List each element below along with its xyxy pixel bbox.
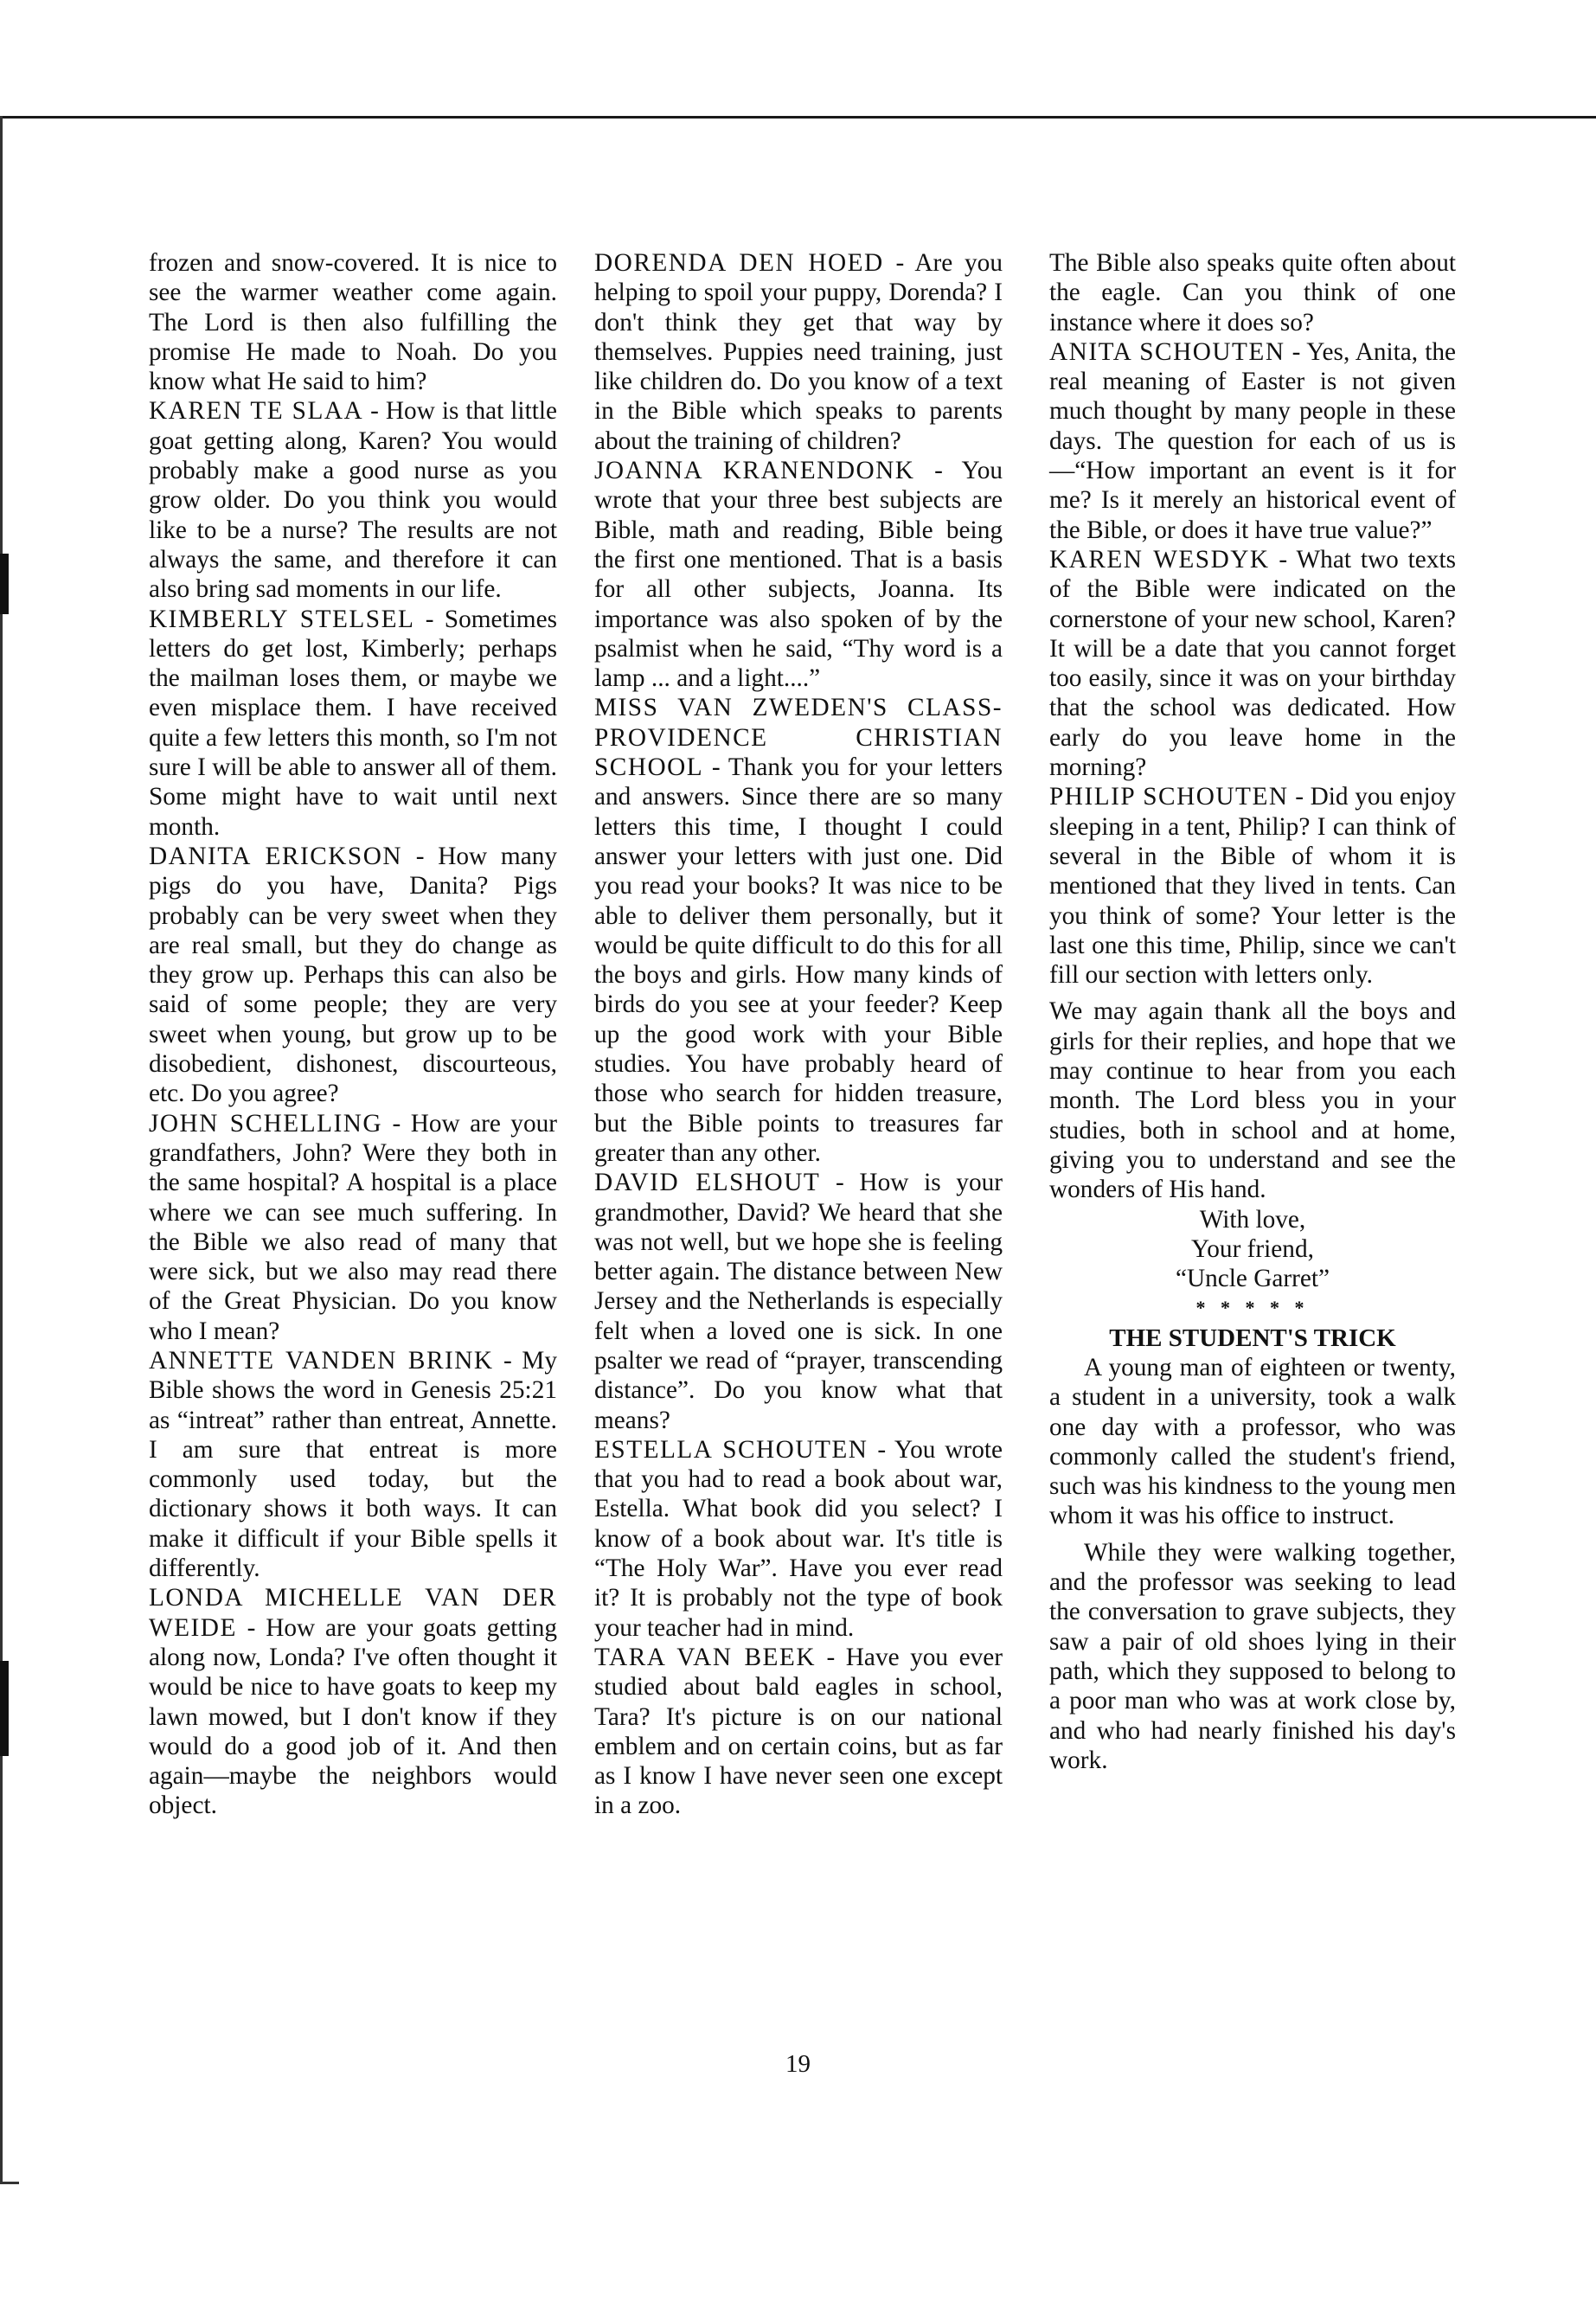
correspondent-name: JOANNA KRANENDONK — [594, 457, 915, 485]
letter-reply — [149, 1109, 557, 1346]
reply-text: - How is your grandmother, David? We heard that she was not well, but we hope she is feeling better again. The distance between New Jersey and the Netherlands is especially felt when a loved one is sick. In one psalter we read of “prayer, transcending distance”. Do you know what that means? — [594, 1169, 1003, 1434]
column-left — [149, 248, 557, 1821]
column-right — [1049, 248, 1456, 1775]
reply-text: - My Bible shows the word in Genesis 25:21 as “intreat” rather than entreat, Annette. I am sure that entreat is more commonly used today, but the dictionary shows it both ways. It can make it difficult if your Bible spells it differently. — [149, 1346, 557, 1583]
correspondent-name: DORENDA DEN HOED — [594, 249, 884, 277]
correspondent-name: KAREN TE SLAA — [149, 397, 364, 426]
correspondent-name: DAVID ELSHOUT — [594, 1169, 821, 1197]
correspondent-name: LONDA MICHELLE VAN DER WEIDE — [149, 1584, 557, 1642]
letter-reply — [594, 248, 1003, 456]
story-paragraph: While they were walking together, and the professor was seeking to lead the conversation to grave subjects, they saw a pair of old shoes lying in their path, which they supposed to belong to a poor man who was at work close by, and who had nearly finished his day's work. — [1049, 1538, 1456, 1774]
correspondent-name: JOHN SCHELLING — [149, 1109, 383, 1138]
correspondent-name: ESTELLA SCHOUTEN — [594, 1435, 869, 1464]
reply-text: - What two texts of the Bible were indicated on the cornerstone of your new school, Karen? It will be a date that you cannot forget too easily, since it was on your birthday that the school was dedicated. How early do you leave home in the morning? — [1049, 545, 1456, 782]
letter-reply — [1049, 782, 1456, 990]
letter-reply — [594, 456, 1003, 693]
correspondent-name: KIMBERLY STELSEL — [149, 605, 415, 633]
continued-text — [1049, 248, 1456, 337]
reply-text: - How are your grandfathers, John? Were they both in the same hospital? A hospital is a place where we can see much suffering. In the Bible we also read of many that were sick, but we also may read there of the Great Physician. Do you know who I mean? — [149, 1109, 557, 1345]
reply-text: - How are your goats getting along now, Londa? I've often thought it would be nice to have goats to keep my lawn mowed, but I don't know if they would do a good job of it. And then again—maybe the neighbors would object. — [149, 1613, 557, 1820]
story-paragraph: A young man of eighteen or twenty, a student in a university, took a walk one day with a professor, who was commonly called the student's friend, such was his kindness to the young men whom it was his office to instruct. — [1049, 1353, 1456, 1530]
correspondent-name: DANITA ERICKSON — [149, 842, 403, 870]
letter-reply — [594, 1435, 1003, 1643]
reply-text: - How many pigs do you have, Danita? Pigs probably can be very sweet when they are real small, but they do change as they grow up. Perhaps this can also be said of some people; they are very sweet when young, but grow up to be disobedient, dishonest, discourteous, etc. Do you agree? — [149, 842, 557, 1108]
page-number: 19 — [785, 2050, 811, 2078]
reply-text: frozen and snow-covered. It is nice to see the warmer weather come again. The Lord is then also fulfilling the promise He made to Noah. Do you know what He said to him? — [149, 249, 557, 396]
closing-friend: Your friend, — [1191, 1234, 1314, 1263]
correspondent-name: MISS VAN ZWEDEN'S CLASS-PROVIDENCE CHRISTIAN SCHOOL — [594, 694, 1003, 782]
bottom-page-edge — [0, 2182, 19, 2184]
letter-reply — [149, 842, 557, 1109]
letter-reply — [594, 1643, 1003, 1821]
closing-signature: “Uncle Garret” — [1175, 1265, 1330, 1293]
reply-text: - Yes, Anita, the real meaning of Easter is not given much thought by many people in these days. The question for each of us is—“How important an event is it for me? Is it merely an historical event of the Bible, or does it have true value?” — [1049, 337, 1456, 544]
binding-mark — [0, 1661, 9, 1756]
letter-reply — [149, 1583, 557, 1820]
correspondent-name: TARA VAN BEEK — [594, 1643, 816, 1671]
reply-text: - Are you helping to spoil your puppy, Dorenda? I don't think they get that way by themselves. Puppies need training, just like children do. Do you know of a text in the Bible which speaks to parents about the training of children? — [594, 249, 1003, 455]
reply-text: - How is that little goat getting along, Karen? You would probably make a good nurse as you grow older. Do you think you would like to be a nurse? The results are not always the same, and therefore it can also bring sad moments in our life. — [149, 397, 557, 604]
story-title: THE STUDENT'S TRICK — [1109, 1324, 1396, 1352]
correspondent-name: ANNETTE VANDEN BRINK — [149, 1346, 494, 1375]
column-right-letters — [1049, 248, 1456, 990]
letter-reply — [149, 396, 557, 604]
reply-text: - You wrote that your three best subjects are Bible, math and reading, Bible being the first one mentioned. That is a basis for all other subjects, Joanna. Its importance was also spoken of by the psalmist when he said, “Thy word is a lamp ... and a light....” — [594, 457, 1003, 693]
section-divider-stars: * * * * * — [1195, 1297, 1310, 1319]
column-middle — [594, 248, 1003, 1821]
correspondent-name: KAREN WESDYK — [1049, 545, 1270, 574]
closing-paragraph: We may again thank all the boys and girls for their replies, and hope that we may continue to hear from you each month. The Lord bless you in your studies, both in school and at home, giving you to understand and see the wonders of His hand. — [1049, 997, 1456, 1204]
reply-text: - Thank you for your letters and answers. Since there are so many letters this time, I thought I could answer your letters with just one. Did you read your books? It was nice to be able to deliver them personally, but it would be quite difficult to do this for all the boys and girls. How many kinds of birds do you see at your feeder? Keep up the good work with your Bible studies. You have probably heard of those who search for hidden treasure, but the Bible points to treasures far greater than any other. — [594, 753, 1003, 1167]
letter-reply — [594, 693, 1003, 1168]
reply-text: - You wrote that you had to read a book about war, Estella. What book did you select? I know of a book about war. It's title is “The Holy War”. Have you ever read it? It is probably not the type of book your teacher had in mind. — [594, 1435, 1003, 1642]
closing-love: With love, — [1199, 1205, 1306, 1234]
letter-reply — [149, 605, 557, 842]
correspondent-name: PHILIP SCHOUTEN — [1049, 783, 1289, 811]
letter-reply — [1049, 545, 1456, 782]
reply-text: - Did you enjoy sleeping in a tent, Philip? I can think of several in the Bible of whom it is mentioned that they lived in tents. Can you think of some? Your letter is the last one this time, Philip, since we can't fill our section with letters only. — [1049, 783, 1456, 990]
left-page-edge — [0, 116, 3, 2183]
reply-text: The Bible also speaks quite often about the eagle. Can you think of one instance where it does so? — [1049, 249, 1456, 336]
binding-mark — [0, 554, 9, 614]
letter-reply — [149, 1346, 557, 1583]
letter-reply — [1049, 337, 1456, 545]
continued-text — [149, 248, 557, 396]
reply-text: - Sometimes letters do get lost, Kimberly; perhaps the mailman loses them, or maybe we even misplace them. I have received quite a few letters this month, so I'm not sure I will be able to answer all of them. Some might have to wait until next month. — [149, 605, 557, 841]
top-rule — [0, 116, 1596, 119]
letter-reply — [594, 1168, 1003, 1435]
correspondent-name: ANITA SCHOUTEN — [1049, 337, 1285, 366]
reply-text: - Have you ever studied about bald eagles in school, Tara? It's picture is on our national emblem and on certain coins, but as far as I know I have never seen one except in a zoo. — [594, 1643, 1003, 1820]
